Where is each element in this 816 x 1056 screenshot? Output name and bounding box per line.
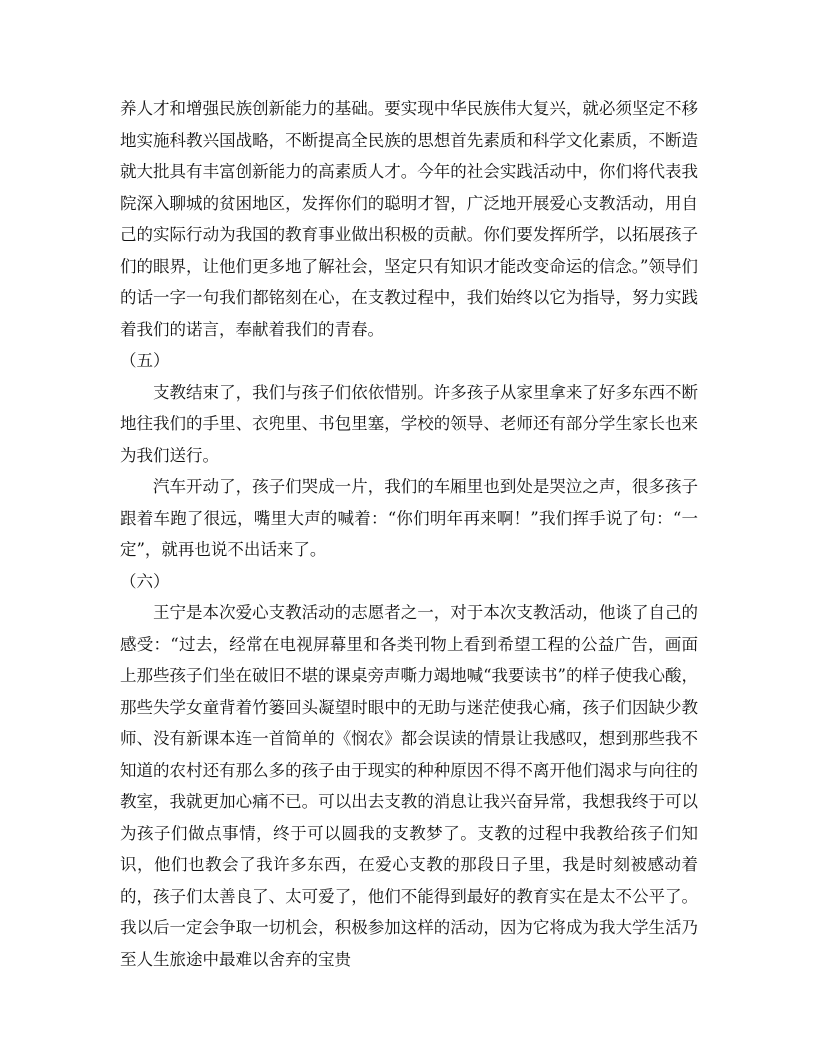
paragraph-continuation: 养人才和增强民族创新能力的基础。要实现中华民族伟大复兴，就必须坚定不移地实施科教兴国战略，不断提高全民族的思想首先素质和科学文化素质，不断造就大批具有丰富创新能力的高素质人才。今年的社会实践活动中，你们将代表我院深入聊城的贫困地区，发挥你们的聪明才智，广泛地开展爱心支教活动，用自己的实际行动为我国的教育事业做出积极的贡献。你们要发挥所学，以拓展孩子们的眼界，让他们更多地了解社会，坚定只有知识才能改变命运的信念。”领导们的话一字一句我们都铭刻在心，在支教过程中，我们始终以它为指导，努力实践着我们的诺言，奉献着我们的青春。 — [120, 99, 698, 339]
paragraph-departure: 汽车开动了，孩子们哭成一片，我们的车厢里也到处是哭泣之声，很多孩子跟着车跑了很远，嘴里大声的喊着：“你们明年再来啊！”我们挥手说了句：“一定”，就再也说不出话来了。 — [120, 477, 698, 559]
paragraph-volunteer-reflection: 王宁是本次爱心支教活动的志愿者之一，对于本次支教活动，他谈了自己的感受：“过去，经常在电视屏幕里和各类刊物上看到希望工程的公益广告，画面上那些孩子们坐在破旧不堪的课桌旁声嘶力竭地喊“我要读书”的样子使我心酸，那些失学女童背着竹篓回头凝望时眼中的无助与迷茫使我心痛，孩子们因缺少教师、没有新课本连一首简单的《悯农》都会误读的情景让我感叹，想到那些我不知道的农村还有那么多的孩子由于现实的种种原因不得不离开他们渴求与向往的教室，我就更加心痛不已。可以出去支教的消息让我兴奋异常，我想我终于可以为孩子们做点事情，终于可以圆我的支教梦了。支教的过程中我教给孩子们知识，他们也教会了我许多东西，在爱心支教的那段日子里，我是时刻被感动着的，孩子们太善良了、太可爱了，他们不能得到最好的教育实在是太不公平了。我以后一定会争取一切机会，积极参加这样的活动，因为它将成为我大学生活乃至人生旅途中最难以舍弃的宝贵 — [120, 603, 698, 969]
paragraph-farewell: 支教结束了，我们与孩子们依依惜别。许多孩子从家里拿来了好多东西不断地往我们的手里、衣兜里、书包里塞，学校的领导、老师还有部分学生家长也来为我们送行。 — [120, 382, 698, 465]
section-heading-five: （五） — [120, 351, 170, 370]
section-heading-six: （六） — [120, 571, 170, 591]
document-body — [120, 93, 698, 975]
